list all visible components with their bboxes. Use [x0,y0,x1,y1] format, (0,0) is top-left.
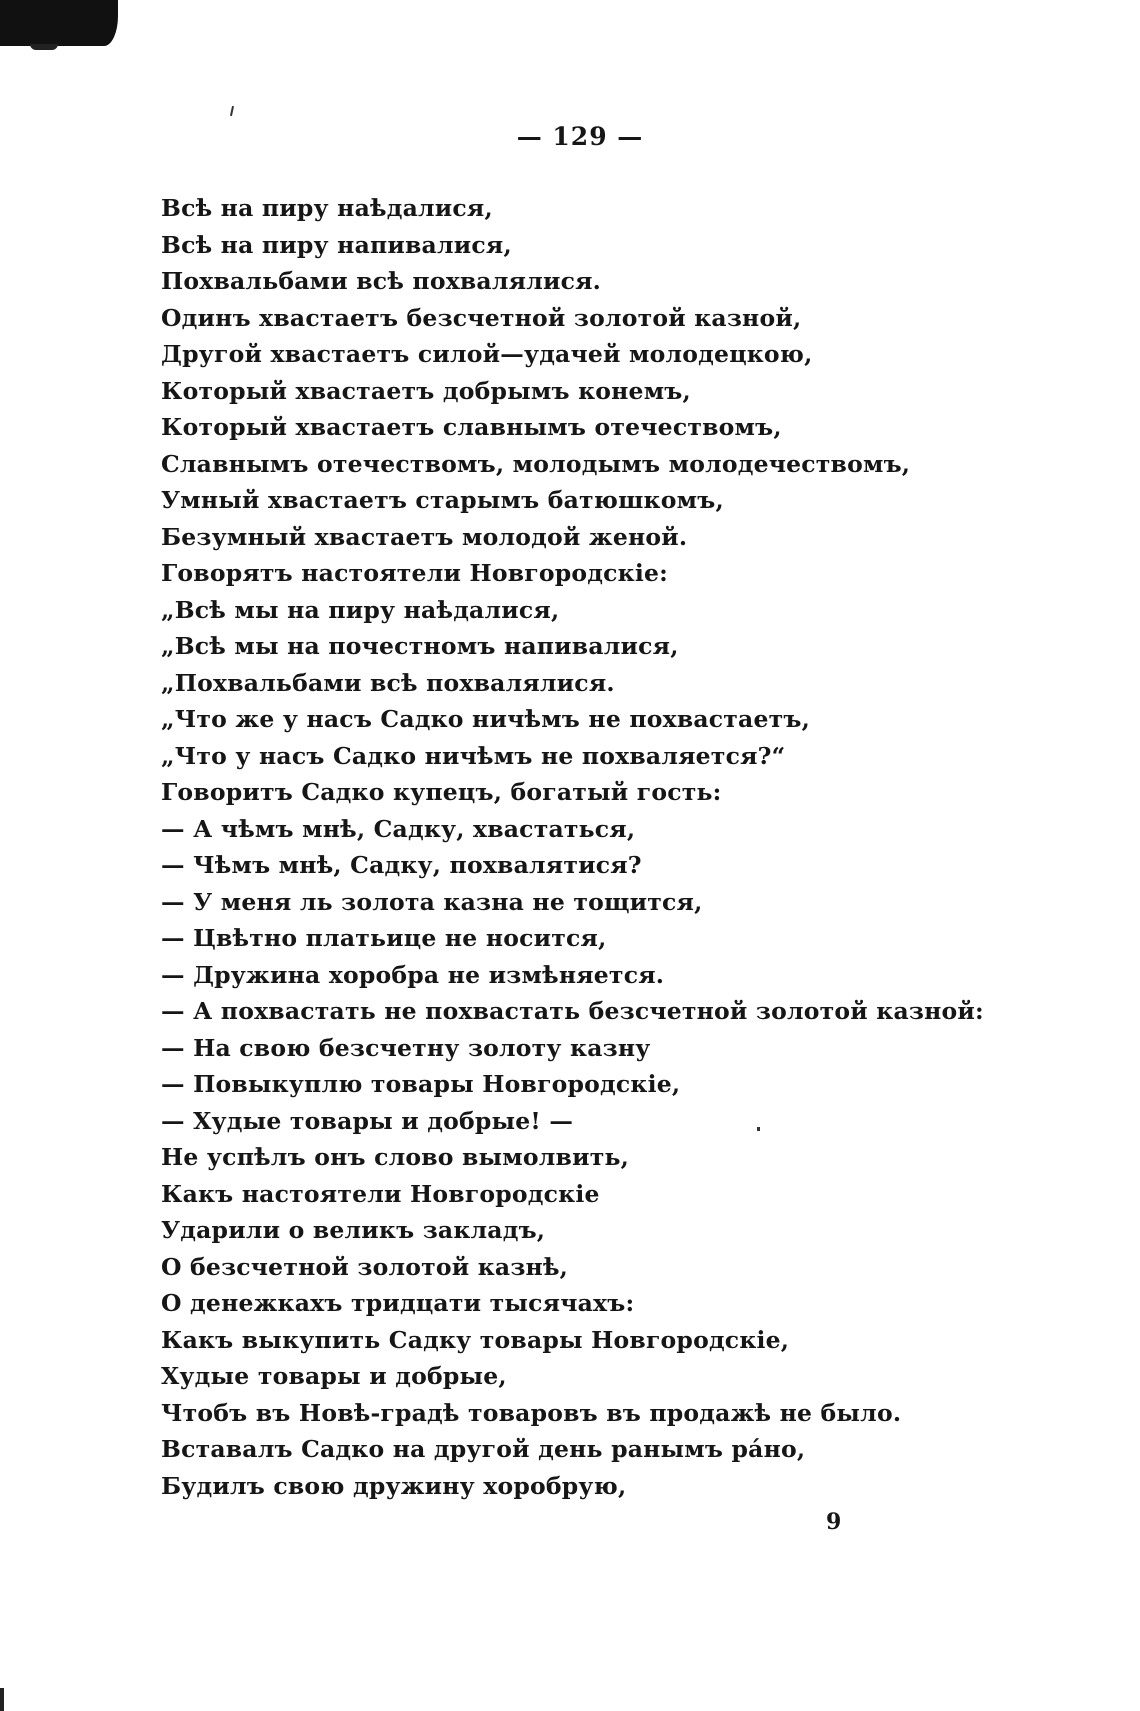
verse-line: „Что же у насъ Садко ничѣмъ не похвастаетъ, [161,705,811,733]
verse-line: — Худые товары и добрые! — [161,1106,574,1135]
verse-line: Умный хвастаетъ старымъ батюшкомъ, [161,486,724,514]
verse-line: Вставалъ Садко на другой день ранымъ ра́но, [161,1435,806,1463]
signature-mark: 9 [826,1509,842,1535]
verse-line: „Что у насъ Садко ничѣмъ не похваляется?“ [161,741,786,770]
verse-line: — Повыкуплю товары Новгородскіе, [161,1070,681,1098]
verse-line: — Дружина хоробра не измѣняется. [161,960,665,989]
verse-line: — А чѣмъ мнѣ, Садку, хвастаться, [161,814,636,843]
verse-line: О денежкахъ тридцати тысячахъ: [161,1289,635,1317]
verse-line: Всѣ на пиру напивалися, [161,230,512,259]
verse-line: — На свою безсчетну золоту казну [161,1033,651,1062]
verse-line: Какъ выкупить Садку товары Новгородскіе, [161,1325,790,1354]
verse-line: Всѣ на пиру наѣдалися, [161,194,493,222]
scan-corner-blot [0,0,118,46]
verse-line: Похвальбами всѣ похвалялися. [161,267,602,295]
scan-edge-mark [0,1688,4,1711]
verse-line: Другой хвастаетъ силой—удачей молодецкою, [161,340,813,368]
verse-line: Говорятъ настоятели Новгородскіе: [161,559,668,587]
verse-line: — А похвастать не похвастать безсчетной золотой казной: [161,997,984,1025]
verse-line: Славнымъ отечествомъ, молодымъ молодечествомъ, [161,449,911,478]
verse-line: „Похвальбами всѣ похвалялися. [161,668,615,697]
scan-speck [230,106,234,116]
verse-text [161,190,1061,1504]
verse-line: Будилъ свою дружину хоробрую, [161,1471,627,1500]
verse-line: О безсчетной золотой казнѣ, [161,1252,569,1281]
verse-line: Ударили о великъ закладъ, [161,1216,546,1244]
verse-line: — У меня ль золота казна не тощится, [161,887,703,916]
verse-line: Говоритъ Садко купецъ, богатый гость: [161,778,722,806]
verse-line: Одинъ хвастаетъ безсчетной золотой казной, [161,303,802,332]
verse-line: — Цвѣтно платьице не носится, [161,924,607,952]
verse-line: Худые товары и добрые, [161,1362,507,1390]
verse-line: Безумный хвастаетъ молодой женой. [161,522,688,551]
verse-line: Чтобъ въ Новѣ-градѣ товаровъ въ продажѣ не было. [161,1398,902,1427]
verse-line: „Всѣ мы на пиру наѣдалися, [161,595,560,624]
verse-line: Какъ настоятели Новгородскіе [161,1179,600,1208]
page-number: — 129 — [516,122,644,151]
verse-line: Который хвастаетъ добрымъ конемъ, [161,376,691,405]
verse-line: Который хвастаетъ славнымъ отечествомъ, [161,413,782,441]
verse-line: „Всѣ мы на почестномъ напивалися, [161,632,679,660]
verse-line: — Чѣмъ мнѣ, Садку, похвалятися? [161,851,642,879]
verse-line: Не успѣлъ онъ слово вымолвить, [161,1143,630,1171]
